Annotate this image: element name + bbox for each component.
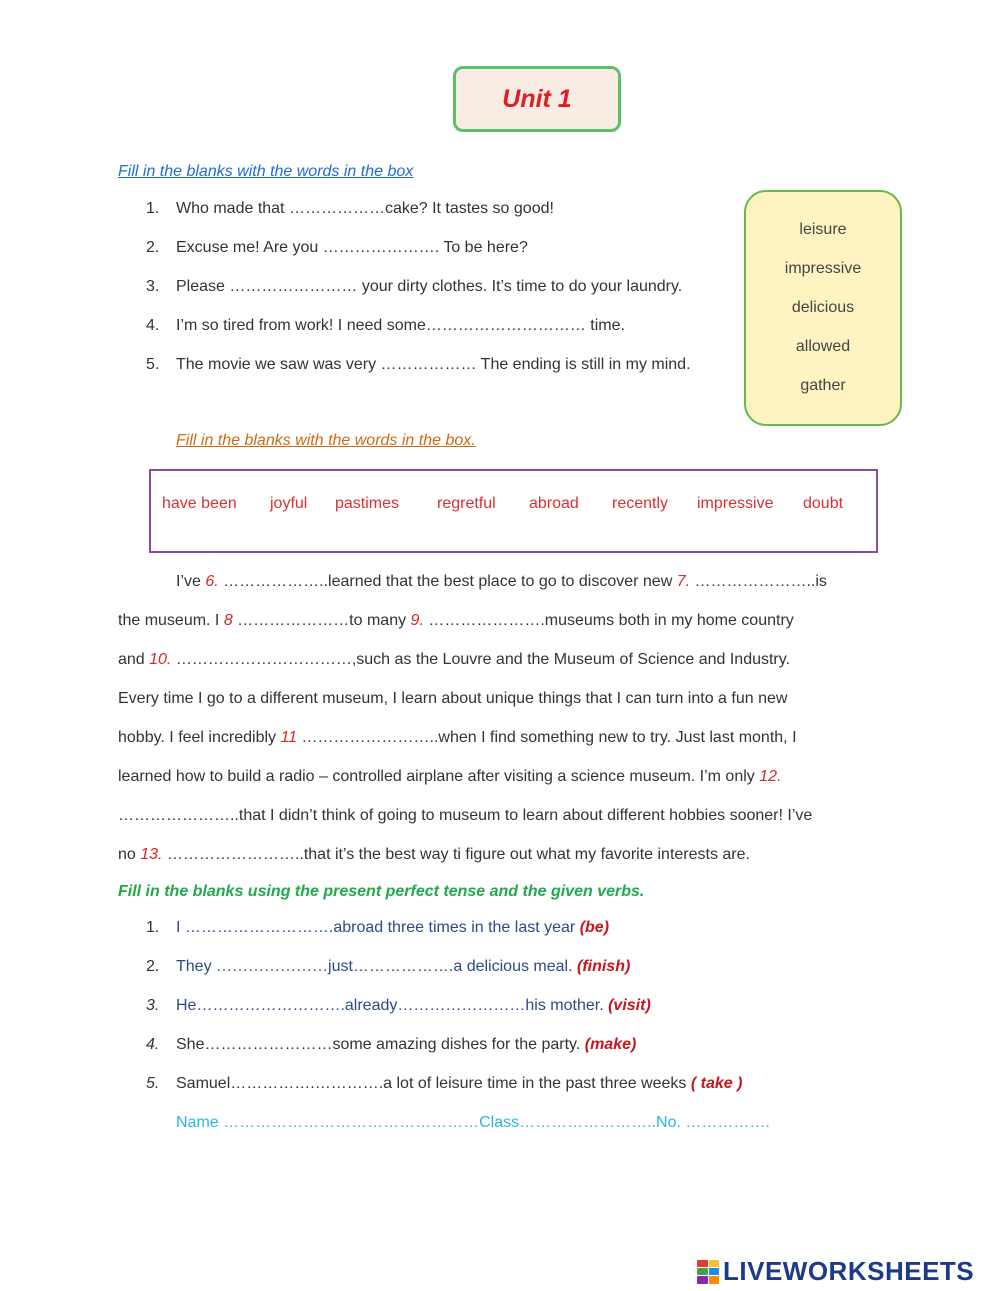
paragraph-line — [118, 612, 794, 630]
text: …………………..is — [690, 573, 827, 590]
text: ………………….museums both in my home country — [423, 612, 794, 629]
s3-question-5 — [146, 1075, 742, 1093]
paragraph-line — [118, 768, 781, 786]
liveworksheets-logo — [697, 1256, 974, 1287]
given-verb: ( take ) — [690, 1075, 743, 1092]
word-box-item: leisure — [799, 221, 847, 238]
word-box-2 — [149, 469, 878, 553]
word-box-item: joyful — [270, 495, 308, 512]
blank-number: 9. — [410, 612, 424, 629]
blank-number: 13. — [140, 846, 163, 863]
student-info-line: Name …………………………………………Class……………………..No. ……………. — [176, 1114, 770, 1131]
word-box-item: impressive — [784, 260, 862, 277]
word-box-item: abroad — [529, 495, 579, 512]
blank-number: 8 — [223, 612, 233, 629]
s3-question-3 — [146, 997, 651, 1015]
text: ……………………..when I find something new to try. Just last month, I — [297, 729, 797, 746]
text: …………………..that I didn’t think of going to museum to learn about different hobbies sooner! I’ve — [118, 807, 813, 824]
given-verb: (finish) — [576, 958, 631, 975]
question-number: 4. — [146, 317, 160, 334]
word-box-item: have been — [162, 495, 237, 512]
question-text: Excuse me! Are you …………………. To be here? — [176, 239, 528, 256]
question-text: I ……………………….abroad three times in the last year — [176, 919, 576, 936]
s3-question-4 — [146, 1036, 636, 1054]
question-number: 2. — [146, 239, 160, 256]
question-number: 5. — [146, 356, 160, 373]
word-box-item: pastimes — [335, 495, 400, 512]
word-box-item: doubt — [803, 495, 844, 512]
s1-question-1 — [146, 200, 554, 218]
question-number: 3. — [146, 997, 160, 1014]
page-title: Unit 1 — [502, 84, 572, 113]
given-verb: (make) — [584, 1036, 637, 1053]
given-verb: (be) — [579, 919, 610, 936]
paragraph-line — [176, 573, 827, 591]
blank-number: 10. — [149, 651, 172, 668]
section2-instruction: Fill in the blanks with the words in the box. — [176, 432, 476, 449]
question-text: The movie we saw was very ……………… The ending is still in my mind. — [176, 356, 691, 373]
question-text: He……………………….already……………………his mother. — [176, 997, 604, 1014]
section3-instruction: Fill in the blanks using the present perfect tense and the given verbs. — [118, 883, 645, 900]
s1-question-4 — [146, 317, 625, 335]
text: no — [118, 846, 141, 863]
word-box-1 — [744, 190, 902, 426]
question-number: 1. — [146, 919, 160, 936]
paragraph-line — [118, 651, 790, 669]
blank-number: 11 — [280, 729, 298, 746]
given-verb: (visit) — [608, 997, 651, 1014]
text: and — [118, 651, 150, 668]
blank-number: 12. — [759, 768, 782, 785]
text: ……………………..that it’s the best way ti figure out what my favorite interests are. — [162, 846, 750, 863]
section1-instruction: Fill in the blanks with the words in the box — [118, 163, 414, 180]
blank-number: 7. — [676, 573, 691, 590]
text: learned how to build a radio – controlled airplane after visiting a science museum. I’m only — [118, 768, 760, 785]
question-text: I’m so tired from work! I need some………………………… time. — [176, 317, 625, 334]
question-text: She……………………some amazing dishes for the party. — [176, 1036, 581, 1053]
question-text: Samuel…………….………….a lot of leisure time in the past three weeks — [176, 1075, 687, 1092]
word-box-item: regretful — [437, 495, 496, 512]
s3-question-2 — [146, 958, 630, 976]
logo-icon — [697, 1260, 719, 1284]
s1-question-3 — [146, 278, 682, 296]
word-box-item: impressive — [697, 495, 774, 512]
word-box-item: allowed — [795, 338, 851, 355]
text: I’ve — [176, 573, 206, 590]
paragraph-line — [118, 690, 787, 708]
text: ………………..learned that the best place to go to discover new — [218, 573, 677, 590]
question-text: Please …………………… your dirty clothes. It’s time to do your laundry. — [176, 278, 683, 295]
question-number: 3. — [146, 278, 160, 295]
word-box-item: gather — [800, 377, 846, 394]
blank-number: 6. — [205, 573, 219, 590]
question-number: 2. — [146, 958, 160, 975]
question-number: 5. — [146, 1075, 160, 1092]
paragraph-line — [118, 807, 812, 825]
paragraph-line — [118, 846, 750, 864]
s1-question-5 — [146, 356, 691, 374]
question-number: 4. — [146, 1036, 160, 1053]
text: ……………………………,such as the Louvre and the Museum of Science and Industry. — [171, 651, 791, 668]
question-number: 1. — [146, 200, 160, 217]
question-text: Who made that ………………cake? It tastes so good! — [176, 200, 554, 217]
logo-text: LIVEWORKSHEETS — [723, 1256, 975, 1286]
text: Every time I go to a different museum, I learn about unique things that I can turn into a fun new — [118, 690, 788, 707]
s1-question-2 — [146, 239, 528, 257]
text: hobby. I feel incredibly — [118, 729, 281, 746]
text: …………………to many — [232, 612, 411, 629]
title-box — [453, 66, 621, 132]
question-text: They …………………just……………….a delicious meal. — [176, 958, 573, 975]
word-box-item: recently — [612, 495, 669, 512]
s3-question-1 — [146, 919, 609, 937]
word-box-item: delicious — [791, 299, 855, 316]
paragraph-line — [118, 729, 797, 747]
text: the museum. I — [118, 612, 224, 629]
